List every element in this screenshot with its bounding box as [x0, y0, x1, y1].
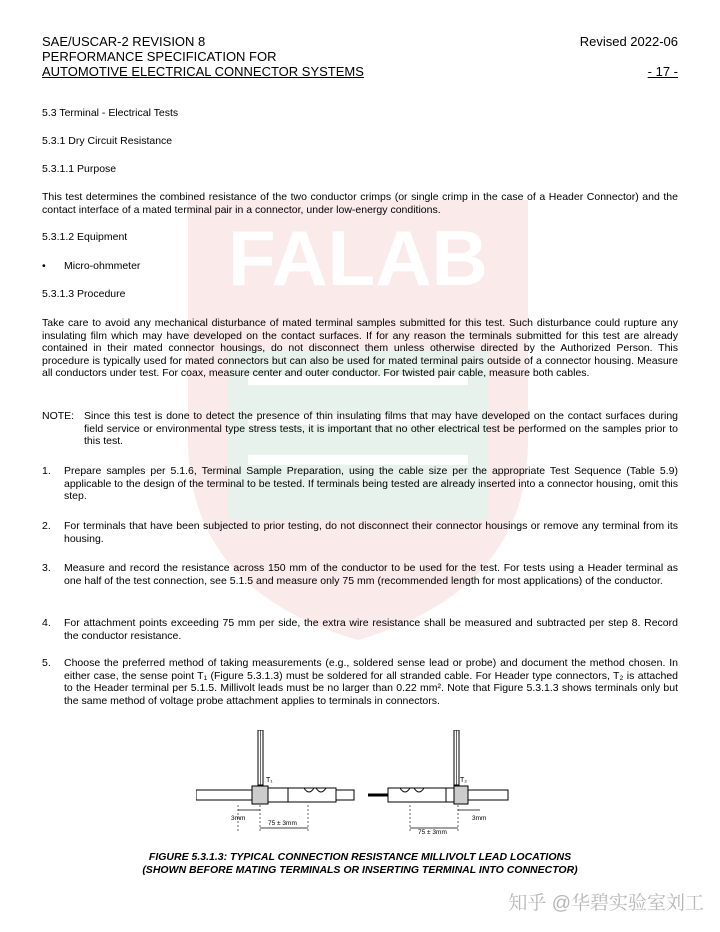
step-text: Measure and record the resistance across 150 mm of the conductor to be used for the test. For tests using a Header terminal as one half of the test connection, see 5.1.5 and measure only 75 mm (recommended length for most applications) of the conductor. — [64, 562, 678, 587]
note-block — [42, 410, 678, 448]
section-5-3-heading: 5.3 Terminal - Electrical Tests — [42, 107, 179, 119]
right-terminal-drawing — [368, 730, 508, 836]
step-text: Choose the preferred method of taking measurements (e.g., soldered sense lead or probe) and document the method chosen. In either case, the sense point T₁ (Figure 5.3.1.3) must be soldered for all stranded cable. For Header type connectors, T₂ is attached to the Header terminal per 5.1.5. Millivolt leads must be no larger than 0.22 mm². Note that Figure 5.3.1.3 shows terminals only but the same method of voltage probe attachment applies to terminals in connectors. — [64, 657, 678, 707]
step-item — [42, 617, 678, 642]
step-item — [42, 465, 678, 503]
page-header — [42, 34, 678, 79]
section-5-3-1-heading: 5.3.1 Dry Circuit Resistance — [42, 135, 173, 147]
header-revised-date: Revised 2022-06 — [579, 34, 678, 49]
zhihu-watermark: 知乎 @华碧实验室刘工 — [508, 893, 704, 914]
note-text: Since this test is done to detect the presence of thin insulating films that may have developed on the contact surfaces during field service or environmental type stress tests, it is important that no other electrical test be performed on the samples prior to this test. — [84, 410, 678, 448]
note-label: NOTE: — [42, 410, 75, 422]
header-spec-title: PERFORMANCE SPECIFICATION FOR — [42, 49, 277, 64]
section-5-3-1-1-heading: 5.3.1.1 Purpose — [42, 163, 117, 175]
equipment-item-label: Micro-ohmmeter — [64, 260, 141, 272]
bullet-icon: • — [42, 260, 46, 272]
equipment-list-item — [42, 260, 140, 272]
right-dim-3mm: 3mm — [472, 815, 487, 822]
step-text: For terminals that have been subjected to prior testing, do not disconnect their connector housings or remove any terminal from its housing. — [64, 520, 678, 545]
figure-5-3-1-3-diagram — [196, 730, 526, 840]
step-number: 4. — [42, 617, 51, 629]
watermark-logo-text: FALAB — [228, 214, 488, 302]
left-dim-3mm: 3mm — [231, 815, 246, 822]
step-number: 1. — [42, 465, 51, 477]
figure-caption-line2: (SHOWN BEFORE MATING TERMINALS OR INSERTING TERMINAL INTO CONNECTOR) — [142, 864, 578, 876]
step-item — [42, 657, 678, 707]
step-number: 5. — [42, 657, 51, 669]
section-5-3-1-3-heading: 5.3.1.3 Procedure — [42, 288, 126, 300]
purpose-paragraph: This test determines the combined resistance of the two conductor crimps (or single crimp in the case of a Header Connector) and the contact interface of a mated terminal pair in a connector, under low-energy conditions. — [42, 191, 678, 216]
header-page-number: - 17 - — [647, 64, 678, 79]
t1-label: T₁ — [266, 777, 273, 784]
t2-label: T₂ — [460, 777, 467, 784]
header-doc-id: SAE/USCAR-2 REVISION 8 — [42, 34, 206, 49]
step-number: 2. — [42, 520, 51, 532]
figure-caption — [0, 851, 720, 877]
step-number: 3. — [42, 562, 51, 574]
header-system-title: AUTOMOTIVE ELECTRICAL CONNECTOR SYSTEMS — [42, 64, 364, 79]
section-5-3-1-2-heading: 5.3.1.2 Equipment — [42, 231, 128, 243]
step-text: Prepare samples per 5.1.6, Terminal Sample Preparation, using the cable size per the appropriate Test Sequence (Table 5.9) applicable to the design of the terminal to be tested. If terminals being tested are already inserted into a connector housing, omit this step. — [64, 465, 678, 503]
procedure-paragraph: Take care to avoid any mechanical disturbance of mated terminal samples submitted for this test. Such disturbance could rupture any insulating film which may have developed on the contact surfaces. If for any reason the terminals submitted for this test are already contained in their mated connector housings, do not disconnect them unless otherwise directed by the Authorized Person. This procedure is typically used for mated connectors but can also be used for mated terminal pairs outside of a connector housing. Measure all conductors under test. For coax, measure center and outer conductor. For twisted pair cable, measure both cables. — [42, 317, 678, 380]
step-item — [42, 520, 678, 545]
figure-caption-line1: FIGURE 5.3.1.3: TYPICAL CONNECTION RESISTANCE MILLIVOLT LEAD LOCATIONS — [148, 851, 572, 863]
step-item — [42, 562, 678, 587]
left-dim-75mm: 75 ± 3mm — [268, 820, 297, 827]
left-terminal-drawing — [196, 730, 354, 832]
right-dim-75mm: 75 ± 3mm — [418, 829, 447, 836]
step-text: For attachment points exceeding 75 mm per side, the extra wire resistance shall be measured and subtracted per step 8. Record the conductor resistance. — [64, 617, 678, 642]
